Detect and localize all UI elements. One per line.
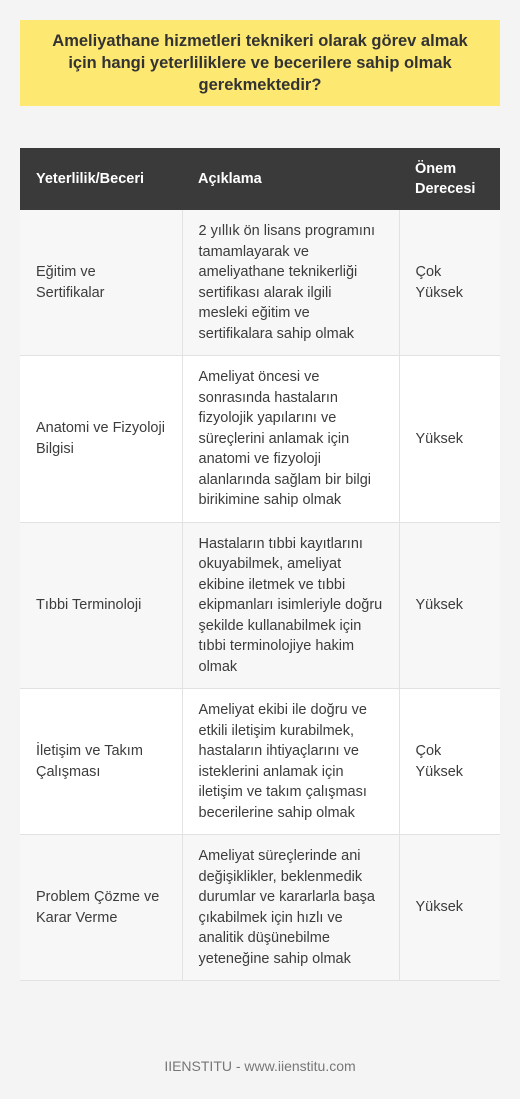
competency-cell: Anatomi ve Fizyoloji Bilgisi	[20, 356, 182, 523]
competency-cell: İletişim ve Takım Çalışması	[20, 689, 182, 835]
competency-cell: Eğitim ve Sertifikalar	[20, 210, 182, 356]
table-header-row	[20, 148, 500, 210]
importance-cell: Çok Yüksek	[399, 689, 500, 835]
header-importance: Önem Derecesi	[399, 148, 500, 210]
table-row	[20, 210, 500, 356]
table-row	[20, 356, 500, 523]
table-row	[20, 522, 500, 689]
competency-cell: Problem Çözme ve Karar Verme	[20, 835, 182, 981]
importance-cell: Çok Yüksek	[399, 210, 500, 356]
header-competency: Yeterlilik/Beceri	[20, 148, 182, 210]
competency-table	[20, 148, 500, 981]
page-title: Ameliyathane hizmetleri teknikeri olarak görev almak için hangi yeterliliklere ve becerilere sahip olmak gerekmektedir?	[52, 32, 468, 94]
title-banner	[20, 20, 500, 106]
description-cell: Ameliyat süreçlerinde ani değişiklikler, beklenmedik durumlar ve kararlarla başa çıkabilmek için hızlı ve analitik düşünebilme yeteneğine sahip olmak	[182, 835, 399, 981]
description-cell: 2 yıllık ön lisans programını tamamlayarak ve ameliyathane teknikerliği sertifikası alarak ilgili mesleki eğitim ve sertifikalara sahip olmak	[182, 210, 399, 356]
description-cell: Hastaların tıbbi kayıtlarını okuyabilmek, ameliyat ekibine iletmek ve tıbbi ekipmanları isimleriyle doğru şekilde kullanabilmek için tıbbi terminolojiye hakim olmak	[182, 522, 399, 689]
competency-cell: Tıbbi Terminoloji	[20, 522, 182, 689]
importance-cell: Yüksek	[399, 356, 500, 523]
importance-cell: Yüksek	[399, 522, 500, 689]
footer-credit: IIENSTITU - www.iienstitu.com	[164, 1058, 356, 1074]
table-row	[20, 689, 500, 835]
importance-cell: Yüksek	[399, 835, 500, 981]
description-cell: Ameliyat öncesi ve sonrasında hastaların fizyolojik yapılarını ve süreçlerini anlamak için anatomi ve fizyoloji alanlarında sağlam bir bilgi birikimine sahip olmak	[182, 356, 399, 523]
header-description: Açıklama	[182, 148, 399, 210]
description-cell: Ameliyat ekibi ile doğru ve etkili iletişim kurabilmek, hastaların ihtiyaçlarını ve isteklerini anlamak için iletişim ve takım çalışması becerilerine sahip olmak	[182, 689, 399, 835]
table-row	[20, 835, 500, 981]
